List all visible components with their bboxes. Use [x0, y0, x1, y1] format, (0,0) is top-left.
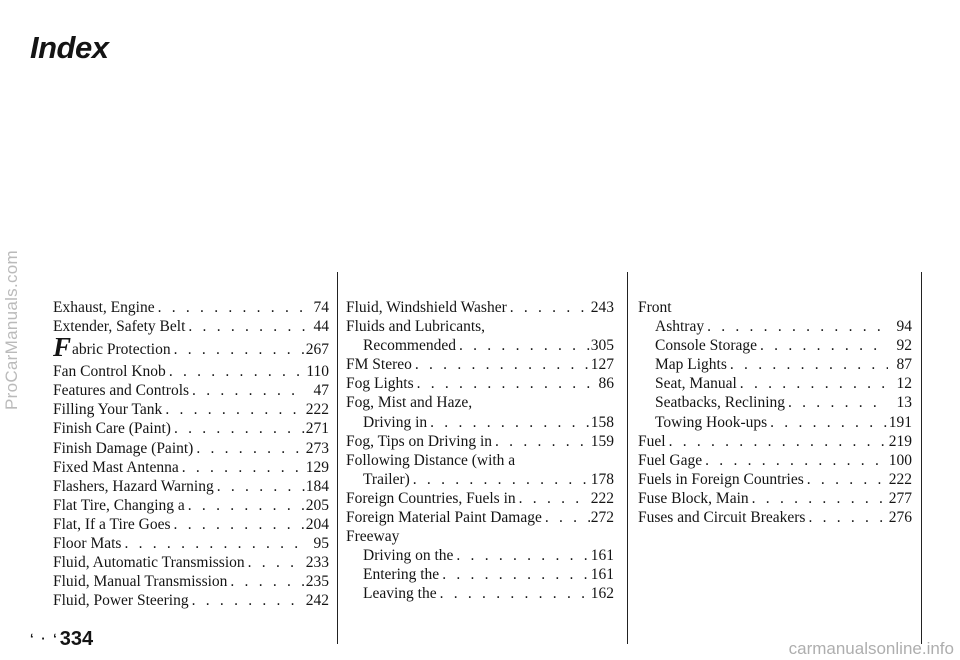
- entry-label: Console Storage: [655, 337, 758, 355]
- entry-label: Recommended: [363, 337, 456, 355]
- side-watermark-text: ProCarManuals.com: [2, 249, 22, 411]
- index-subentry: [638, 317, 912, 336]
- entry-page-number: 222: [590, 489, 614, 507]
- index-entry: [53, 400, 329, 419]
- index-entry: [346, 432, 614, 451]
- entry-page-number: 161: [590, 547, 614, 565]
- entry-page-number: 271: [305, 420, 329, 438]
- dot-leader: [805, 508, 888, 527]
- dot-leader: [804, 470, 888, 489]
- entry-page-number: 161: [590, 566, 614, 584]
- entry-page-number: 162: [590, 585, 614, 603]
- index-entry: [638, 508, 912, 527]
- index-entry: [346, 355, 614, 374]
- entry-page-number: 184: [305, 477, 329, 495]
- entry-label: Fluid, Automatic Transmission: [53, 554, 245, 572]
- dot-leader: [179, 458, 305, 477]
- dot-leader: [185, 317, 305, 336]
- index-entry: [53, 337, 329, 362]
- entry-page-number: 277: [888, 489, 912, 507]
- entry-label: Towing Hook-ups: [655, 413, 768, 431]
- dot-leader: [666, 432, 888, 451]
- index-entry: [638, 489, 912, 508]
- entry-page-number: 205: [305, 496, 329, 514]
- index-column-3: [638, 298, 912, 527]
- index-entry: [638, 451, 912, 470]
- dot-leader: [542, 508, 590, 527]
- entry-page-number: 272: [590, 509, 614, 527]
- dot-leader: [193, 439, 305, 458]
- index-subentry: [638, 336, 912, 355]
- entry-label: Flashers, Hazard Warning: [53, 477, 214, 495]
- entry-page-number: 191: [888, 413, 912, 431]
- entry-label: Map Lights: [655, 356, 727, 374]
- entry-page-number: 87: [896, 356, 912, 374]
- index-subentry: [346, 336, 614, 355]
- entry-page-number: 12: [896, 375, 912, 393]
- entry-label: Fuel: [638, 432, 666, 450]
- entry-page-number: 178: [590, 470, 614, 488]
- entry-page-number: 276: [888, 509, 912, 527]
- entry-label-rest: abric Protection: [72, 341, 171, 359]
- index-entry: [53, 317, 329, 336]
- index-subentry: [346, 565, 614, 584]
- index-entry: [53, 591, 329, 610]
- dot-leader: [414, 374, 590, 393]
- entry-page-number: 222: [305, 401, 329, 419]
- dot-leader: [185, 496, 305, 515]
- drop-initial: F: [53, 337, 72, 363]
- index-entry: [53, 362, 329, 381]
- index-heading: Front: [638, 299, 672, 316]
- index-entry: [53, 496, 329, 515]
- column-divider: [337, 272, 338, 644]
- dot-leader: [166, 362, 305, 381]
- dot-leader: [439, 565, 590, 584]
- entry-page-number: 267: [305, 341, 329, 359]
- column-divider: [627, 272, 628, 644]
- index-entry: [53, 534, 329, 553]
- dot-leader: [171, 515, 305, 534]
- entry-page-number: 94: [896, 318, 912, 336]
- entry-label: Fuses and Circuit Breakers: [638, 509, 806, 527]
- entry-label: Flat Tire, Changing a: [53, 496, 185, 514]
- index-subentry: [346, 470, 614, 489]
- entry-page-number: 243: [590, 299, 614, 316]
- entry-label: Finish Care (Paint): [53, 420, 171, 438]
- entry-label: Foreign Material Paint Damage: [346, 509, 542, 527]
- dot-leader: [427, 413, 590, 432]
- entry-page-number: 100: [888, 451, 912, 469]
- entry-label: Features and Controls: [53, 382, 190, 400]
- dot-leader: [171, 419, 305, 438]
- dot-leader: [171, 338, 305, 362]
- dot-leader: [456, 336, 590, 355]
- dot-leader: [757, 336, 888, 355]
- entry-label: Exhaust, Engine: [53, 299, 155, 316]
- entry-label: Fixed Mast Antenna: [53, 458, 179, 476]
- entry-label: Driving in: [363, 413, 428, 431]
- column-divider: [921, 272, 922, 644]
- entry-page-number: 86: [598, 375, 614, 393]
- index-subentry: [638, 393, 912, 412]
- dot-leader: [412, 355, 590, 374]
- dot-leader: [492, 432, 590, 451]
- index-subentry: [638, 413, 912, 432]
- index-entry: [346, 508, 614, 527]
- page-title: Index: [30, 30, 109, 65]
- dot-leader: [155, 298, 305, 317]
- entry-page-number: 219: [888, 432, 912, 450]
- entry-label: Ashtray: [655, 318, 705, 336]
- dot-leader: [704, 317, 888, 336]
- entry-label: Trailer): [363, 470, 410, 488]
- entry-label: Seatbacks, Reclining: [655, 394, 785, 412]
- index-entry: [638, 432, 912, 451]
- entry-label: Fluid, Windshield Washer: [346, 299, 507, 316]
- entry-label: Filling Your Tank: [53, 401, 163, 419]
- index-heading: Fog, Mist and Haze,: [346, 394, 473, 412]
- entry-page-number: 74: [313, 299, 329, 316]
- index-entry: [53, 419, 329, 438]
- entry-page-number: 127: [590, 356, 614, 374]
- entry-label: [53, 337, 171, 362]
- entry-label: Foreign Countries, Fuels in: [346, 489, 516, 507]
- index-entry: [53, 572, 329, 591]
- entry-label: Floor Mats: [53, 535, 122, 553]
- dot-leader: [749, 489, 888, 508]
- dot-leader: [507, 298, 590, 317]
- side-watermark: [0, 0, 24, 660]
- index-subentry: [346, 413, 614, 432]
- dot-leader: [453, 546, 590, 565]
- entry-page-number: 222: [888, 470, 912, 488]
- dot-leader: [516, 489, 590, 508]
- entry-page-number: 159: [590, 432, 614, 450]
- dot-leader: [227, 572, 305, 591]
- index-column-1: [53, 298, 329, 610]
- index-column-2: [346, 298, 614, 604]
- entry-page-number: 129: [305, 458, 329, 476]
- entry-label: Finish Damage (Paint): [53, 439, 194, 457]
- index-entry: [638, 470, 912, 489]
- entry-page-number: 204: [305, 515, 329, 533]
- dot-leader: [189, 591, 305, 610]
- entry-page-number: 233: [305, 554, 329, 572]
- entry-page-number: 242: [305, 592, 329, 610]
- entry-page-number: 110: [306, 363, 329, 381]
- dot-leader: [767, 413, 888, 432]
- entry-label: Extender, Safety Belt: [53, 318, 186, 336]
- entry-label: Leaving the: [363, 585, 437, 603]
- entry-page-number: 47: [313, 382, 329, 400]
- entry-page-number: 235: [305, 573, 329, 591]
- index-entry: [346, 489, 614, 508]
- entry-page-number: 158: [590, 413, 614, 431]
- dot-leader: [162, 400, 305, 419]
- index-entry: [53, 553, 329, 572]
- dot-leader: [702, 451, 888, 470]
- entry-label: Driving on the: [363, 547, 454, 565]
- dot-leader: [189, 381, 305, 400]
- index-entry: [53, 458, 329, 477]
- entry-page-number: 92: [896, 337, 912, 355]
- entry-label: Entering the: [363, 566, 440, 584]
- footer-marks: ʻ · ʻ: [30, 631, 59, 646]
- entry-page-number: 13: [896, 394, 912, 412]
- page-footer: [30, 628, 93, 651]
- page-number: 334: [59, 628, 94, 650]
- dot-leader: [214, 477, 305, 496]
- index-entry: [53, 477, 329, 496]
- entry-label: Fuels in Foreign Countries: [638, 470, 804, 488]
- dot-leader: [737, 374, 888, 393]
- index-entry: [53, 515, 329, 534]
- entry-label: Fan Control Knob: [53, 363, 166, 381]
- dot-leader: [245, 553, 305, 572]
- entry-label: Fog Lights: [346, 375, 414, 393]
- index-entry: [53, 439, 329, 458]
- dot-leader: [437, 584, 590, 603]
- index-heading: Following Distance (with a: [346, 451, 516, 469]
- index-entry: [53, 298, 329, 317]
- index-heading: Freeway: [346, 528, 400, 546]
- bottom-watermark: carmanualsonline.info: [788, 639, 954, 658]
- entry-page-number: 44: [313, 318, 329, 336]
- entry-label: Fluid, Manual Transmission: [53, 573, 228, 591]
- index-entry: [346, 298, 614, 317]
- entry-label: Flat, If a Tire Goes: [53, 515, 171, 533]
- index-entry: [53, 381, 329, 400]
- index-subentry: [638, 355, 912, 374]
- index-subentry: [346, 584, 614, 603]
- entry-label: Fog, Tips on Driving in: [346, 432, 493, 450]
- dot-leader: [785, 393, 888, 412]
- entry-label: Fuel Gage: [638, 451, 703, 469]
- entry-page-number: 95: [313, 535, 329, 553]
- index-entry: [346, 374, 614, 393]
- index-subentry: [638, 374, 912, 393]
- entry-label: Fluid, Power Steering: [53, 592, 189, 610]
- entry-page-number: 305: [590, 337, 614, 355]
- dot-leader: [410, 470, 590, 489]
- dot-leader: [727, 355, 888, 374]
- entry-label: FM Stereo: [346, 356, 412, 374]
- entry-page-number: 273: [305, 439, 329, 457]
- index-heading: Fluids and Lubricants,: [346, 318, 486, 336]
- entry-label: Seat, Manual: [655, 375, 737, 393]
- dot-leader: [121, 534, 305, 553]
- entry-label: Fuse Block, Main: [638, 489, 749, 507]
- index-subentry: [346, 546, 614, 565]
